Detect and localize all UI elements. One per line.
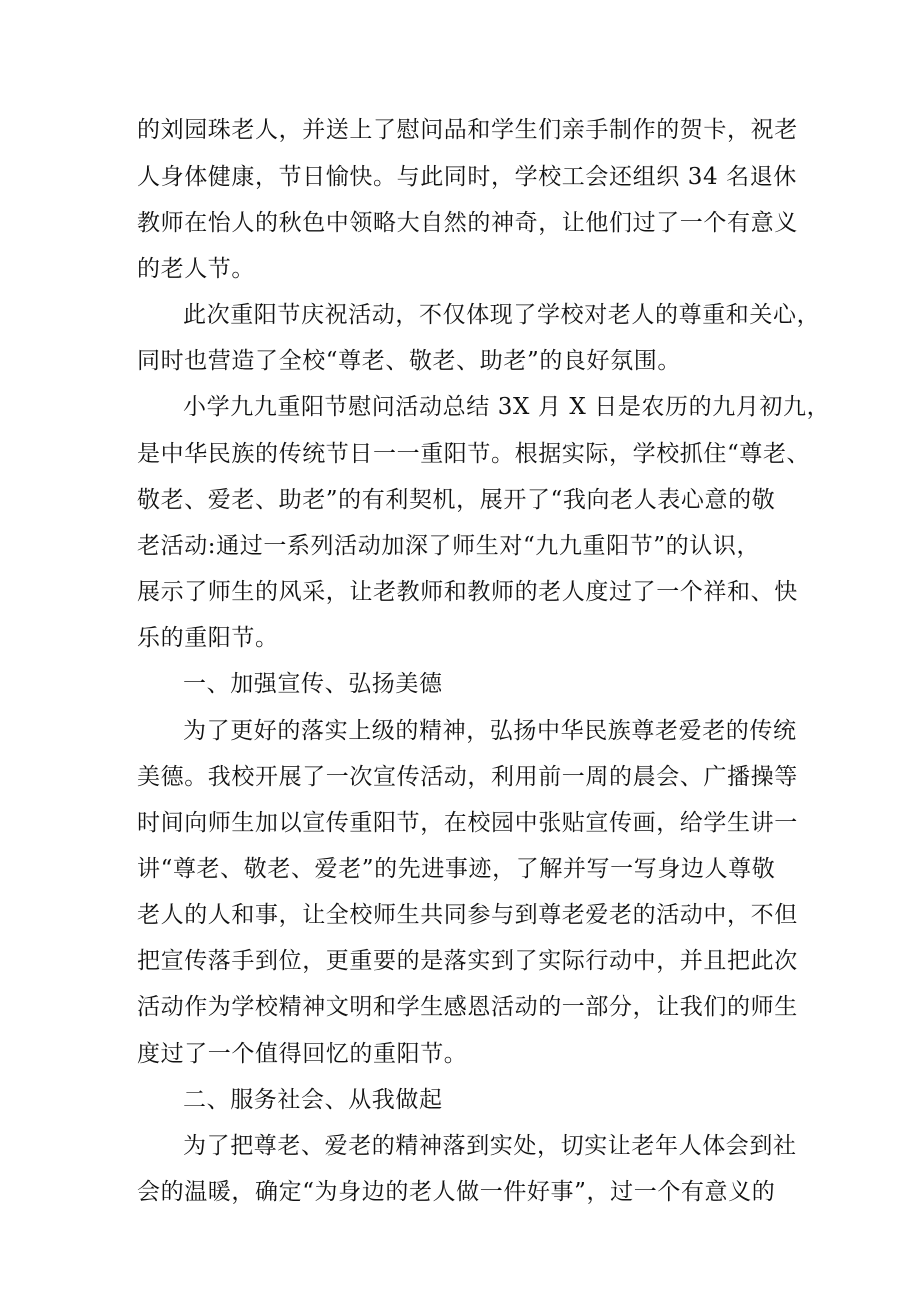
text-line: 同时也营造了全校“尊老、敬老、助老”的良好氛围。: [137, 348, 681, 374]
text-line: 讲“尊老、敬老、爱老”的先进事迹，了解并写一写身边人尊敬: [137, 856, 776, 882]
text-line: 教师在怡人的秋色中领略大自然的神奇，让他们过了一个有意义: [137, 210, 798, 236]
paragraph-start-line: 小学九九重阳节慰问活动总结 3X 月 X 日是农历的九月初九，: [183, 394, 831, 420]
text-line: 活动作为学校精神文明和学生感恩活动的一部分，让我们的师生: [137, 994, 798, 1020]
paragraph-start-line: 此次重阳节庆祝活动，不仅体现了学校对老人的尊重和关心，: [183, 302, 821, 328]
paragraph-start-line: 为了更好的落实上级的精神，弘扬中华民族尊老爱老的传统: [183, 718, 797, 744]
text-line: 的老人节。: [137, 256, 255, 282]
text-line: 人身体健康，节日愉快。与此同时，学校工会还组织 34 名退休: [137, 164, 797, 190]
text-line: 的刘园珠老人，并送上了慰问品和学生们亲手制作的贺卡，祝老: [137, 117, 798, 143]
text-line: 美德。我校开展了一次宣传活动，利用前一周的晨会、广播操等: [137, 764, 798, 790]
text-line: 度过了一个值得回忆的重阳节。: [137, 1041, 468, 1067]
text-line: 把宣传落手到位，更重要的是落实到了实际行动中，并且把此次: [137, 948, 798, 974]
text-line: 老活动:通过一系列活动加深了师生对“九九重阳节”的认识，: [137, 533, 761, 559]
text-line: 时间向师生加以宣传重阳节，在校园中张贴宣传画，给学生讲一: [137, 810, 798, 836]
section-heading-1: 一、加强宣传、弘扬美德: [183, 671, 443, 697]
text-line: 展示了师生的风采，让老教师和教师的老人度过了一个祥和、快: [137, 579, 798, 605]
text-line: 乐的重阳节。: [137, 625, 279, 651]
paragraph-start-line: 为了把尊老、爱老的精神落到实处，切实让老年人体会到社: [183, 1133, 797, 1159]
text-line: 老人的人和事，让全校师生共同参与到尊老爱老的活动中，不但: [137, 902, 798, 928]
text-line: 是中华民族的传统节日一一重阳节。根据实际，学校抓住“尊老、: [137, 441, 811, 467]
section-heading-2: 二、服务社会、从我做起: [183, 1087, 443, 1113]
text-line: 会的温暖，确定“为身边的老人做一件好事”，过一个有意义的: [137, 1179, 776, 1205]
text-line: 敬老、爱老、助老”的有利契机，展开了“我向老人表心意的敬: [137, 487, 776, 513]
